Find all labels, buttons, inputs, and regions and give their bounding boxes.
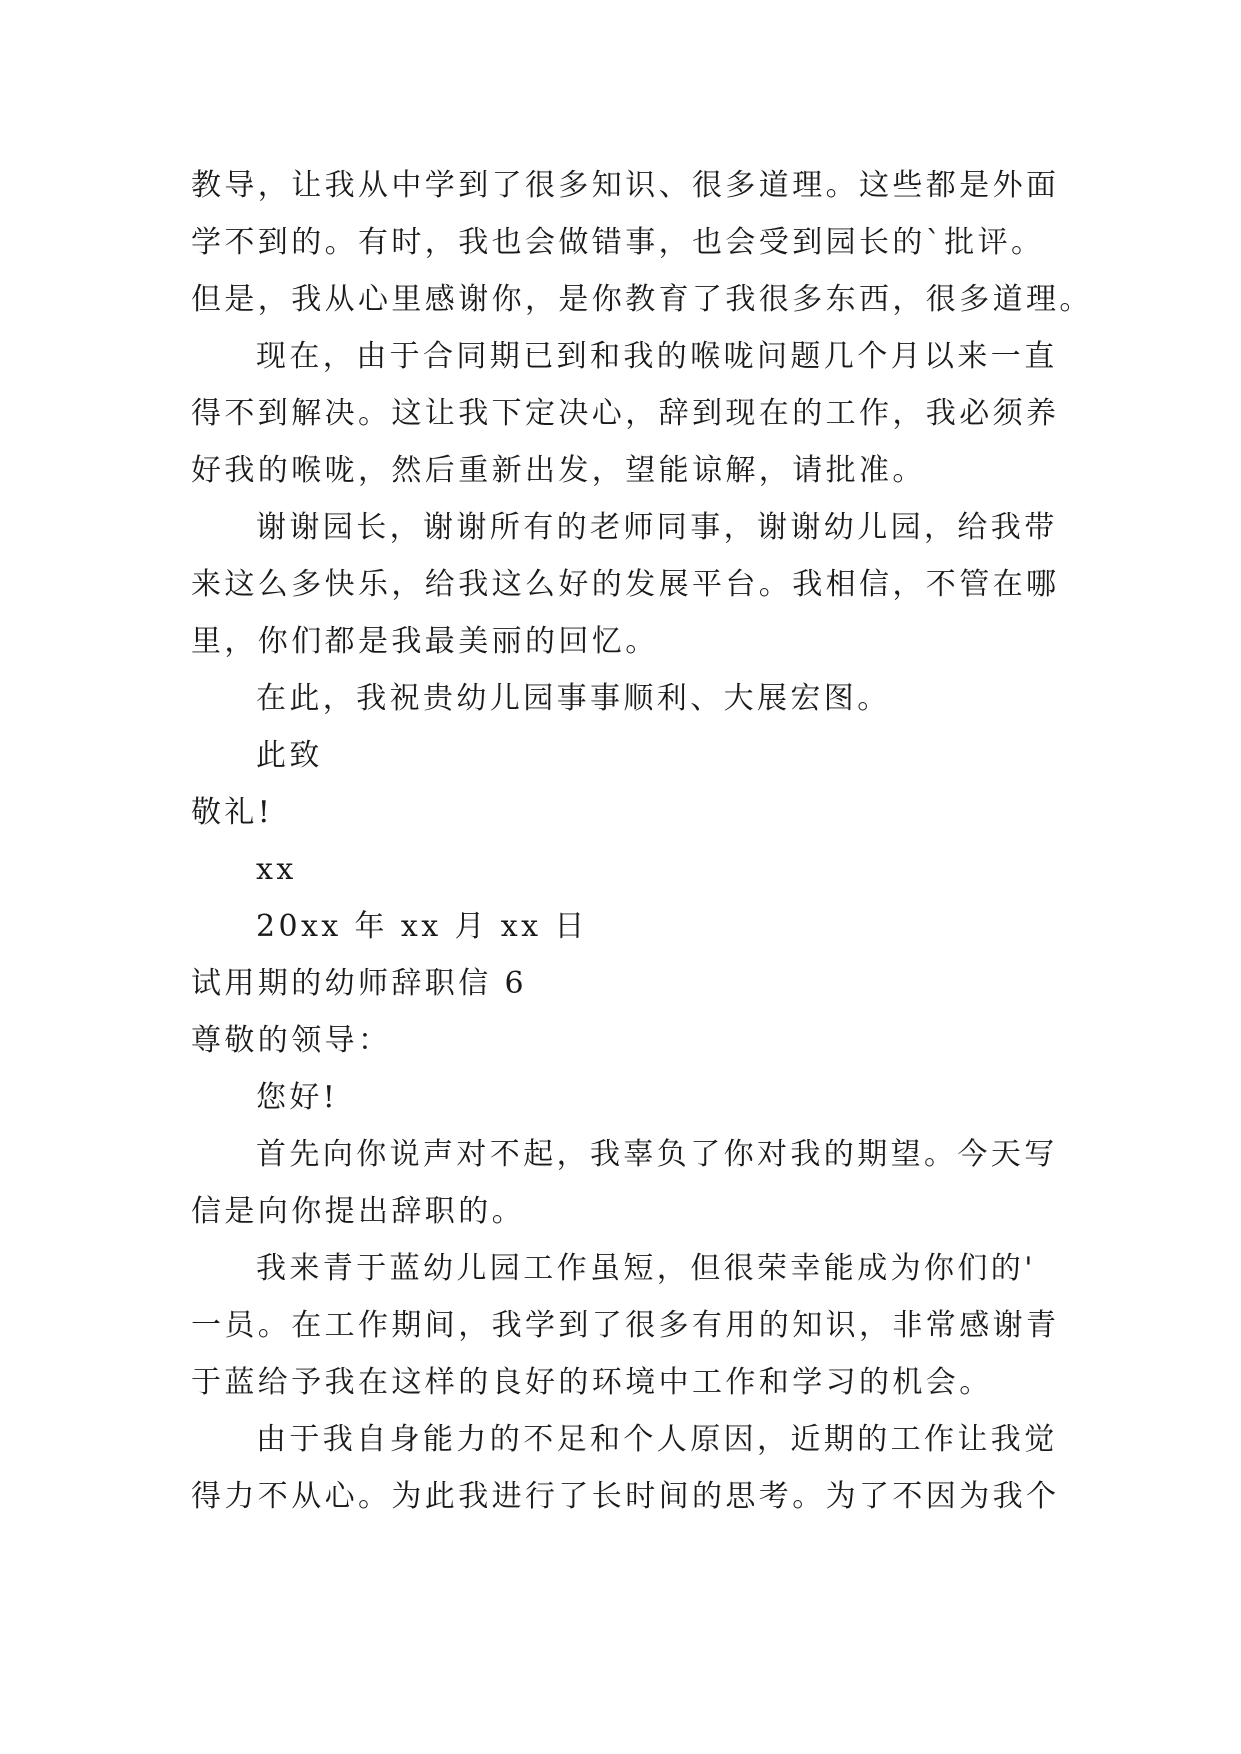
text-line: 学不到的。有时，我也会做错事，也会受到园长的`批评。 (191, 225, 1045, 260)
text-line: 此致 (256, 738, 323, 773)
text-line: 得力不从心。为此我进行了长时间的思考。为了不因为我个 (191, 1479, 1060, 1514)
text-line: 现在，由于合同期已到和我的喉咙问题几个月以来一直 (256, 339, 1058, 374)
text-line: 来这么多快乐，给我这么好的发展平台。我相信，不管在哪 (191, 567, 1060, 602)
text-line: 得不到解决。这让我下定决心，辞到现在的工作，我必须养 (191, 396, 1060, 431)
text-line: 在此，我祝贵幼儿园事事顺利、大展宏图。 (256, 681, 891, 716)
text-line: 好我的喉咙，然后重新出发，望能谅解，请批准。 (191, 453, 926, 488)
salutation: 尊敬的领导： (191, 1023, 392, 1058)
signature-date: 20xx 年 xx 月 xx 日 (256, 909, 588, 944)
text-line: 谢谢园长，谢谢所有的老师同事，谢谢幼儿园，给我带 (256, 510, 1058, 545)
text-line: 于蓝给予我在这样的良好的环境中工作和学习的机会。 (191, 1365, 993, 1400)
greeting: 您好! (256, 1080, 339, 1115)
signature-name: xx (256, 852, 297, 887)
text-line: 里，你们都是我最美丽的回忆。 (191, 624, 659, 659)
text-line: 但是，我从心里感谢你，是你教育了我很多东西，很多道理。 (191, 282, 1093, 317)
text-line: 由于我自身能力的不足和个人原因，近期的工作让我觉 (256, 1422, 1058, 1457)
text-line: 敬礼! (191, 795, 274, 830)
text-line: 我来青于蓝幼儿园工作虽短，但很荣幸能成为你们的' (256, 1251, 1036, 1286)
text-line: 信是向你提出辞职的。 (191, 1194, 525, 1229)
text-line: 一员。在工作期间，我学到了很多有用的知识，非常感谢青 (191, 1308, 1060, 1343)
text-line: 教导，让我从中学到了很多知识、很多道理。这些都是外面 (191, 168, 1060, 203)
text-line: 首先向你说声对不起，我辜负了你对我的期望。今天写 (256, 1137, 1058, 1172)
section-title: 试用期的幼师辞职信 6 (191, 966, 528, 1001)
